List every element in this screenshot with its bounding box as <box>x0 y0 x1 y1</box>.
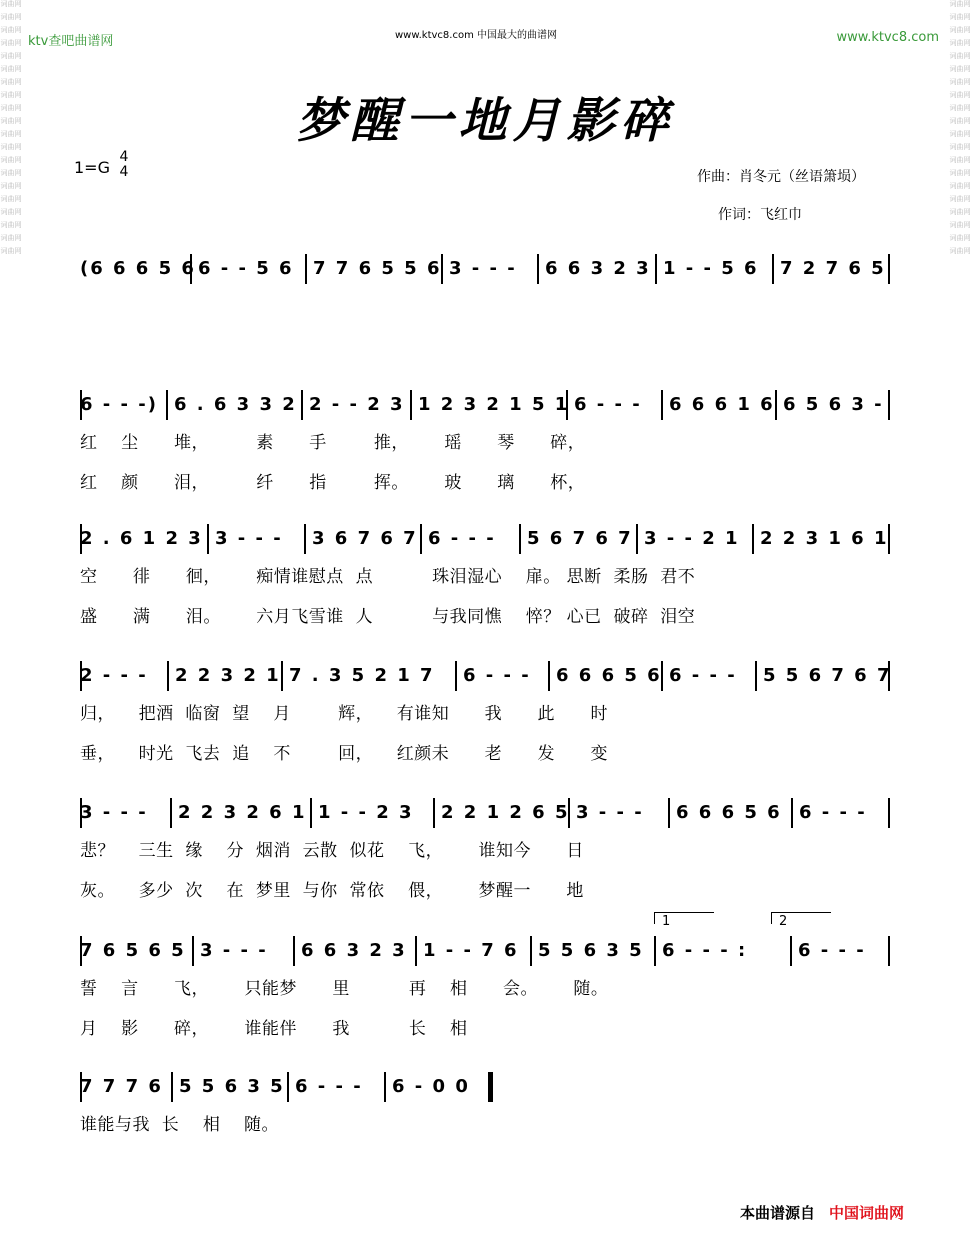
lyric-line: 垂， 时光 飞去 追 不 回， 红颜未 老 发 变 <box>80 744 608 764</box>
time-signature <box>117 150 131 180</box>
measure: 3 - - - <box>576 802 644 823</box>
measure: 3 - - - <box>449 258 517 279</box>
barline <box>420 524 422 554</box>
site-url-right: www.ktvc8.com <box>836 30 939 45</box>
barline <box>537 254 539 284</box>
barline <box>305 254 307 284</box>
measure: 1 - - 5 6 <box>663 258 759 279</box>
measure: 6 6 6 5 6 <box>676 802 782 823</box>
watermark-text: 词曲网 <box>0 234 22 242</box>
watermark-text: 词曲网 <box>0 65 22 73</box>
volta-ending-label: 2 <box>779 914 788 929</box>
watermark-text: 词曲网 <box>949 156 971 164</box>
measure: 7 2 7 6 5 <box>780 258 886 279</box>
lyric-line: 谁能与我 长 相 随。 <box>80 1115 280 1135</box>
barline <box>384 1072 386 1102</box>
barline <box>171 1072 173 1102</box>
measure: 1 - - 7 6 <box>423 940 519 961</box>
measure: 2 2 3 1 6 1 <box>760 528 889 549</box>
measure: 6 - - - <box>798 940 866 961</box>
volta-bracket <box>771 912 831 913</box>
barline <box>167 661 169 691</box>
measure: 6 6 6 1 6 <box>669 394 775 415</box>
measure: 7 7 7 6 <box>80 1076 163 1097</box>
barline <box>668 798 670 828</box>
barline <box>791 798 793 828</box>
measure: 6 - - - <box>295 1076 363 1097</box>
barline <box>310 798 312 828</box>
measure: 7 . 3 5 2 1 7 <box>289 665 435 686</box>
measure: 2 . 6 1 2 3 <box>80 528 203 549</box>
measure: 6 - 0 0 <box>392 1076 470 1097</box>
barline <box>410 390 412 420</box>
barline <box>661 390 663 420</box>
watermark-text: 词曲网 <box>0 143 22 151</box>
measure: 6 - - -) <box>80 394 158 415</box>
watermark-text: 词曲网 <box>0 195 22 203</box>
watermark-text: 词曲网 <box>949 182 971 190</box>
composer-credit: 作曲：肖冬元（丝语箫埙） <box>697 169 865 185</box>
measure: 6 5 6 3 - <box>783 394 884 415</box>
key-signature: 1=G <box>74 158 110 177</box>
watermark-text: 词曲网 <box>949 234 971 242</box>
watermark-text: 词曲网 <box>0 52 22 60</box>
barline <box>790 936 792 966</box>
watermark-text: 词曲网 <box>949 91 971 99</box>
barline <box>415 936 417 966</box>
barline <box>207 524 209 554</box>
watermark-text: 词曲网 <box>949 104 971 112</box>
watermark-text: 词曲网 <box>949 143 971 151</box>
barline <box>166 390 168 420</box>
watermark-text: 词曲网 <box>949 26 971 34</box>
watermark-text: 词曲网 <box>949 208 971 216</box>
watermark-text: 词曲网 <box>0 91 22 99</box>
barline <box>170 798 172 828</box>
watermark-text: 词曲网 <box>949 39 971 47</box>
barline <box>772 254 774 284</box>
measure: 1 - - 2 3 <box>318 802 414 823</box>
measure: 2 - - - <box>80 665 148 686</box>
watermark-text: 词曲网 <box>0 78 22 86</box>
measure: 2 - - 2 3 <box>309 394 405 415</box>
measure: 7 7 6 5 5 6 <box>313 258 442 279</box>
watermark-text: 词曲网 <box>0 182 22 190</box>
watermark-text: 词曲网 <box>0 221 22 229</box>
watermark-text: 词曲网 <box>949 169 971 177</box>
barline <box>752 524 754 554</box>
barline <box>433 798 435 828</box>
watermark-text: 词曲网 <box>0 208 22 216</box>
measure: 6 6 6 5 6 <box>556 665 662 686</box>
barline <box>530 936 532 966</box>
lyric-line: 月 影 碎， 谁能伴 我 长 相 <box>80 1019 468 1039</box>
watermark-text: 词曲网 <box>0 156 22 164</box>
measure: 3 - - 2 1 <box>644 528 740 549</box>
barline <box>636 524 638 554</box>
measure: 3 6 7 6 7 <box>312 528 418 549</box>
measure: 6 - - 5 6 <box>198 258 294 279</box>
measure: 2 2 3 2 1 <box>175 665 281 686</box>
measure: 6 - - - <box>574 394 642 415</box>
barline <box>455 661 457 691</box>
measure: 6 . 6 3 3 2 <box>174 394 297 415</box>
measure: 1 2 3 2 1 5 1 <box>418 394 570 415</box>
watermark-text: 词曲网 <box>0 26 22 34</box>
lyric-line: 悲？ 三生 缘 分 烟消 云散 似花 飞， 谁知今 日 <box>80 841 584 861</box>
watermark-text: 词曲网 <box>949 221 971 229</box>
barline <box>755 661 757 691</box>
barline <box>287 1072 289 1102</box>
watermark-text: 词曲网 <box>0 117 22 125</box>
lyric-line: 灰。 多少 次 在 梦里 与你 常依 偎， 梦醒一 地 <box>80 881 584 901</box>
barline <box>888 798 890 828</box>
volta-bracket-tick <box>654 912 655 924</box>
watermark-text: 词曲网 <box>949 247 971 255</box>
watermark-right <box>949 0 971 1250</box>
measure: 5 5 6 7 6 7 <box>763 665 892 686</box>
footer-source <box>740 1202 904 1223</box>
song-title: 梦醒一地月影碎 <box>296 93 675 149</box>
lyricist-credit: 作词：飞红巾 <box>718 207 802 223</box>
barline <box>654 936 656 966</box>
measure: (6 6 6 5 6 <box>80 258 196 279</box>
lyric-line: 归， 把酒 临窗 望 月 辉， 有谁知 我 此 时 <box>80 704 608 724</box>
watermark-text: 词曲网 <box>949 130 971 138</box>
lyric-line: 红 颜 泪， 纤 指 挥。 玻 璃 杯， <box>80 473 586 493</box>
barline <box>192 936 194 966</box>
volta-bracket <box>654 912 714 913</box>
barline <box>519 524 521 554</box>
measure: 3 - - - <box>215 528 283 549</box>
time-sig-top: 4 <box>119 149 129 165</box>
footer-source-label: 本曲谱源自 <box>740 1204 816 1222</box>
watermark-text: 词曲网 <box>949 117 971 125</box>
measure: 6 - - - <box>463 665 531 686</box>
measure: 3 - - - <box>80 802 148 823</box>
measure: 5 5 6 3 5 <box>538 940 644 961</box>
watermark-text: 词曲网 <box>949 0 971 8</box>
barline <box>281 661 283 691</box>
watermark-text: 词曲网 <box>0 169 22 177</box>
measure: 6 - - - <box>669 665 737 686</box>
watermark-text: 词曲网 <box>0 0 22 8</box>
barline <box>548 661 550 691</box>
time-sig-bottom: 4 <box>119 164 129 180</box>
lyric-line: 红 尘 堆， 素 手 推， 瑶 琴 碎， <box>80 433 586 453</box>
lyric-line: 盛 满 泪。 六月飞雪谁 人 与我同憔 悴？ 心已 破碎 泪空 <box>80 607 696 627</box>
watermark-text: 词曲网 <box>0 104 22 112</box>
barline <box>293 936 295 966</box>
watermark-text: 词曲网 <box>949 65 971 73</box>
watermark-text: 词曲网 <box>949 52 971 60</box>
barline <box>655 254 657 284</box>
barline <box>304 524 306 554</box>
measure: 6 6 3 2 3 <box>545 258 651 279</box>
final-barline <box>488 1072 493 1102</box>
barline <box>301 390 303 420</box>
watermark-left <box>0 0 22 1250</box>
watermark-text: 词曲网 <box>949 195 971 203</box>
watermark-text: 词曲网 <box>949 13 971 21</box>
footer-source-site: 中国词曲网 <box>829 1204 905 1222</box>
barline <box>888 254 890 284</box>
watermark-text: 词曲网 <box>0 247 22 255</box>
watermark-text: 词曲网 <box>0 130 22 138</box>
measure: 7 6 5 6 5 <box>80 940 186 961</box>
barline <box>775 390 777 420</box>
lyric-line: 誓 言 飞， 只能梦 里 再 相 会。 随。 <box>80 979 609 999</box>
volta-bracket-tick <box>771 912 772 924</box>
measure: 5 6 7 6 7 <box>527 528 633 549</box>
measure: 6 - - - <box>428 528 496 549</box>
site-banner-center: www.ktvc8.com 中国最大的曲谱网 <box>395 30 558 41</box>
watermark-text: 词曲网 <box>0 13 22 21</box>
barline <box>888 390 890 420</box>
watermark-text: 词曲网 <box>0 39 22 47</box>
measure: 2 2 3 2 6 1 <box>178 802 307 823</box>
measure: 6 6 3 2 3 <box>301 940 407 961</box>
site-name-left: ktv查吧曲谱网 <box>28 34 114 49</box>
measure: 6 - - - <box>799 802 867 823</box>
measure: 3 - - - <box>200 940 268 961</box>
lyric-line: 空 徘 徊， 痴情谁慰点 点 珠泪湿心 扉。 思断 柔肠 君不 <box>80 567 696 587</box>
measure: 5 5 6 3 5 <box>179 1076 285 1097</box>
measure: 6 - - - : <box>662 940 748 961</box>
barline <box>888 936 890 966</box>
volta-ending-label: 1 <box>662 914 671 929</box>
watermark-text: 词曲网 <box>949 78 971 86</box>
measure: 2 2 1 2 6 5 <box>441 802 570 823</box>
